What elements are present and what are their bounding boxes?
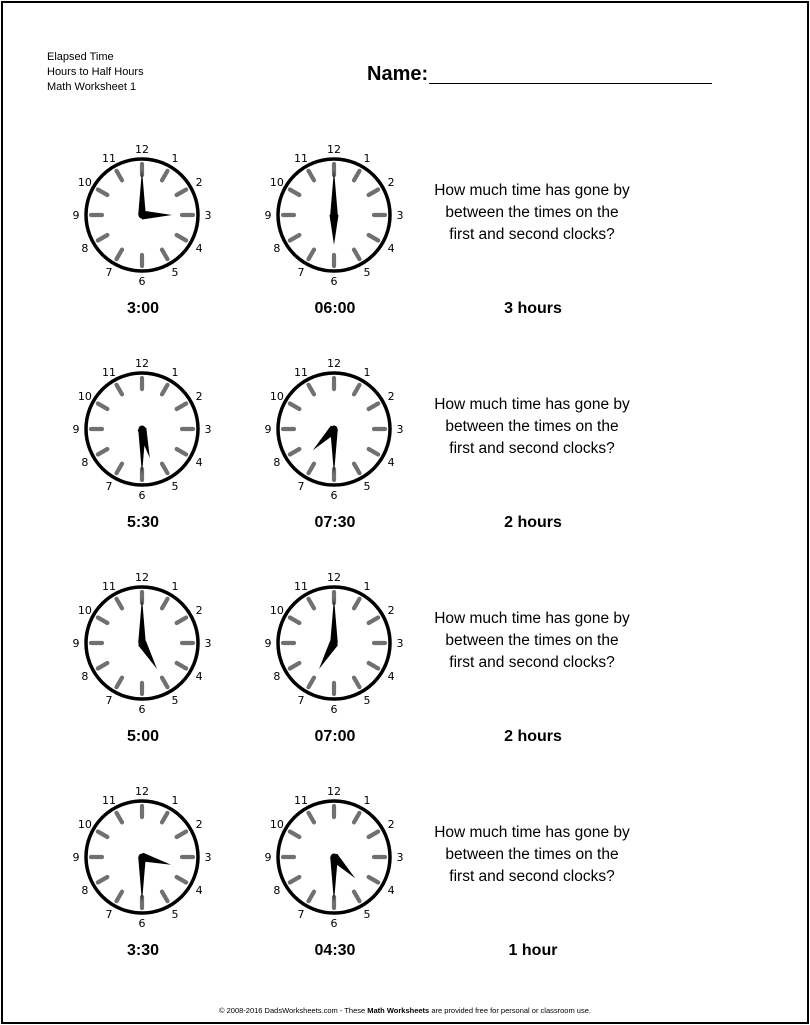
problem-row	[3, 785, 807, 999]
question-line: How much time has gone by	[434, 610, 630, 627]
clock-number: 1	[171, 579, 179, 593]
clock-number: 7	[105, 908, 113, 922]
question-line: between the times on the	[445, 418, 619, 435]
first-time-label: 3:00	[126, 300, 160, 317]
clock-face-svg	[260, 785, 408, 933]
clock-number: 12	[327, 357, 341, 370]
problem-row	[3, 571, 807, 785]
clock-number: 10	[269, 176, 284, 189]
clock-number: 2	[195, 604, 203, 617]
clock-number: 10	[269, 604, 284, 617]
clock-number: 2	[195, 818, 203, 831]
clock-number: 1	[363, 151, 371, 165]
clock-number: 10	[77, 604, 92, 617]
clock-number: 10	[77, 818, 92, 831]
clock-number: 9	[72, 637, 80, 650]
first-clock	[68, 785, 216, 933]
clock-number: 6	[138, 703, 146, 716]
clock-number: 1	[171, 151, 179, 165]
second-clock	[260, 357, 408, 505]
clock-number: 11	[102, 151, 116, 165]
clock-number: 8	[273, 456, 281, 469]
elapsed-time-question	[423, 608, 641, 674]
worksheet-page	[1, 1, 809, 1024]
clock-number: 1	[171, 793, 179, 807]
first-time-label: 5:30	[126, 514, 160, 531]
question-line: between the times on the	[445, 846, 619, 863]
elapsed-time-question	[423, 180, 641, 246]
clock-number: 6	[138, 917, 146, 930]
answer-label: 3 hours	[504, 300, 562, 317]
question-line: first and second clocks?	[449, 868, 615, 885]
question-line: first and second clocks?	[449, 654, 615, 671]
footer-prefix: © 2008-2016 DadsWorksheets.com - These	[219, 1006, 366, 1015]
clock-number: 8	[81, 670, 89, 683]
question-line: first and second clocks?	[449, 440, 615, 457]
clock-number: 2	[195, 176, 203, 189]
clock-number: 7	[105, 694, 113, 708]
question-line: first and second clocks?	[449, 226, 615, 243]
question-line: How much time has gone by	[434, 182, 630, 199]
clock-number: 2	[387, 818, 395, 831]
second-time-label: 04:30	[314, 942, 356, 959]
clock-number: 4	[387, 884, 395, 897]
first-time-label: 3:30	[126, 942, 160, 959]
clock-number: 2	[387, 604, 395, 617]
clock-number: 7	[297, 266, 305, 280]
second-clock	[260, 785, 408, 933]
clock-number: 12	[135, 357, 149, 370]
clock-number: 9	[264, 209, 272, 222]
clock-number: 1	[171, 365, 179, 379]
clock-number: 6	[330, 703, 338, 716]
clock-number: 6	[330, 917, 338, 930]
second-time-label: 07:30	[314, 514, 356, 531]
second-time-label: 07:00	[314, 728, 356, 745]
name-field-line[interactable]	[429, 83, 712, 84]
clock-number: 5	[363, 480, 371, 494]
clock-number: 4	[387, 242, 395, 255]
clock-face-svg	[260, 143, 408, 291]
clock-number: 7	[105, 480, 113, 494]
footer-suffix: are provided free for personal or classroom use.	[431, 1006, 591, 1015]
clock-center-pin	[139, 640, 146, 647]
clock-face-svg	[68, 785, 216, 933]
clock-number: 6	[330, 275, 338, 288]
worksheet-number-line: Math Worksheet 1	[47, 81, 137, 93]
clock-number: 4	[387, 670, 395, 683]
clock-number: 8	[273, 884, 281, 897]
clock-number: 11	[102, 579, 116, 593]
second-clock	[260, 571, 408, 719]
clock-number: 7	[105, 266, 113, 280]
clock-number: 6	[330, 489, 338, 502]
problem-row	[3, 357, 807, 571]
clock-number: 3	[396, 423, 404, 436]
clock-face-svg	[68, 143, 216, 291]
clock-number: 3	[204, 851, 212, 864]
clock-center-pin	[139, 426, 146, 433]
clock-center-pin	[331, 426, 338, 433]
clock-number: 5	[363, 266, 371, 280]
second-clock	[260, 143, 408, 291]
clock-face-svg	[68, 571, 216, 719]
clock-number: 3	[396, 637, 404, 650]
footer-copyright	[3, 1006, 807, 1015]
clock-number: 8	[81, 884, 89, 897]
clock-face-svg	[260, 571, 408, 719]
clock-number: 3	[204, 209, 212, 222]
clock-number: 10	[77, 390, 92, 403]
clock-number: 6	[138, 275, 146, 288]
clock-face-svg	[68, 357, 216, 505]
subtitle-line: Hours to Half Hours	[47, 66, 144, 78]
clock-number: 9	[264, 637, 272, 650]
first-time-label: 5:00	[126, 728, 160, 745]
clock-number: 5	[363, 908, 371, 922]
answer-label: 2 hours	[504, 728, 562, 745]
clock-face-svg	[260, 357, 408, 505]
clock-number: 8	[273, 242, 281, 255]
clock-number: 11	[294, 365, 308, 379]
clock-number: 9	[264, 423, 272, 436]
clock-center-pin	[331, 212, 338, 219]
clock-number: 10	[77, 176, 92, 189]
clock-center-pin	[331, 854, 338, 861]
clock-number: 9	[264, 851, 272, 864]
clock-number: 5	[171, 908, 179, 922]
clock-number: 11	[102, 365, 116, 379]
footer-link[interactable]: Math Worksheets	[367, 1006, 430, 1015]
clock-number: 12	[135, 143, 149, 156]
clock-number: 3	[396, 851, 404, 864]
question-line: between the times on the	[445, 632, 619, 649]
first-clock	[68, 571, 216, 719]
question-line: between the times on the	[445, 204, 619, 221]
clock-number: 7	[297, 908, 305, 922]
clock-number: 1	[363, 365, 371, 379]
clock-number: 2	[195, 390, 203, 403]
clock-number: 4	[387, 456, 395, 469]
clock-center-pin	[139, 212, 146, 219]
clock-number: 11	[294, 579, 308, 593]
first-clock	[68, 143, 216, 291]
question-line: How much time has gone by	[434, 396, 630, 413]
clock-number: 8	[81, 456, 89, 469]
first-clock	[68, 357, 216, 505]
clock-center-pin	[139, 854, 146, 861]
clock-number: 9	[72, 423, 80, 436]
title-line: Elapsed Time	[47, 51, 114, 63]
second-time-label: 06:00	[314, 300, 356, 317]
clock-number: 7	[297, 480, 305, 494]
clock-number: 12	[327, 785, 341, 798]
clock-number: 5	[171, 480, 179, 494]
clock-number: 8	[81, 242, 89, 255]
clock-number: 10	[269, 390, 284, 403]
clock-number: 6	[138, 489, 146, 502]
clock-number: 5	[171, 266, 179, 280]
clock-number: 11	[102, 793, 116, 807]
clock-number: 10	[269, 818, 284, 831]
clock-number: 3	[396, 209, 404, 222]
name-label: Name:	[367, 63, 429, 85]
question-line: How much time has gone by	[434, 824, 630, 841]
elapsed-time-question	[423, 822, 641, 888]
clock-number: 1	[363, 793, 371, 807]
clock-number: 12	[135, 571, 149, 584]
answer-label: 2 hours	[504, 514, 562, 531]
clock-number: 12	[327, 143, 341, 156]
elapsed-time-question	[423, 394, 641, 460]
clock-number: 2	[387, 390, 395, 403]
clock-number: 12	[135, 785, 149, 798]
clock-number: 12	[327, 571, 341, 584]
clock-center-pin	[331, 640, 338, 647]
answer-label: 1 hour	[508, 942, 558, 959]
clock-number: 5	[171, 694, 179, 708]
clock-number: 2	[387, 176, 395, 189]
clock-number: 9	[72, 851, 80, 864]
clock-number: 1	[363, 579, 371, 593]
problem-row	[3, 143, 807, 357]
clock-number: 4	[195, 884, 203, 897]
clock-number: 3	[204, 637, 212, 650]
clock-number: 4	[195, 456, 203, 469]
clock-number: 4	[195, 242, 203, 255]
clock-number: 11	[294, 151, 308, 165]
clock-number: 7	[297, 694, 305, 708]
worksheet-title-block	[47, 50, 144, 95]
clock-number: 3	[204, 423, 212, 436]
clock-number: 9	[72, 209, 80, 222]
clock-number: 8	[273, 670, 281, 683]
clock-number: 11	[294, 793, 308, 807]
clock-number: 4	[195, 670, 203, 683]
clock-number: 5	[363, 694, 371, 708]
